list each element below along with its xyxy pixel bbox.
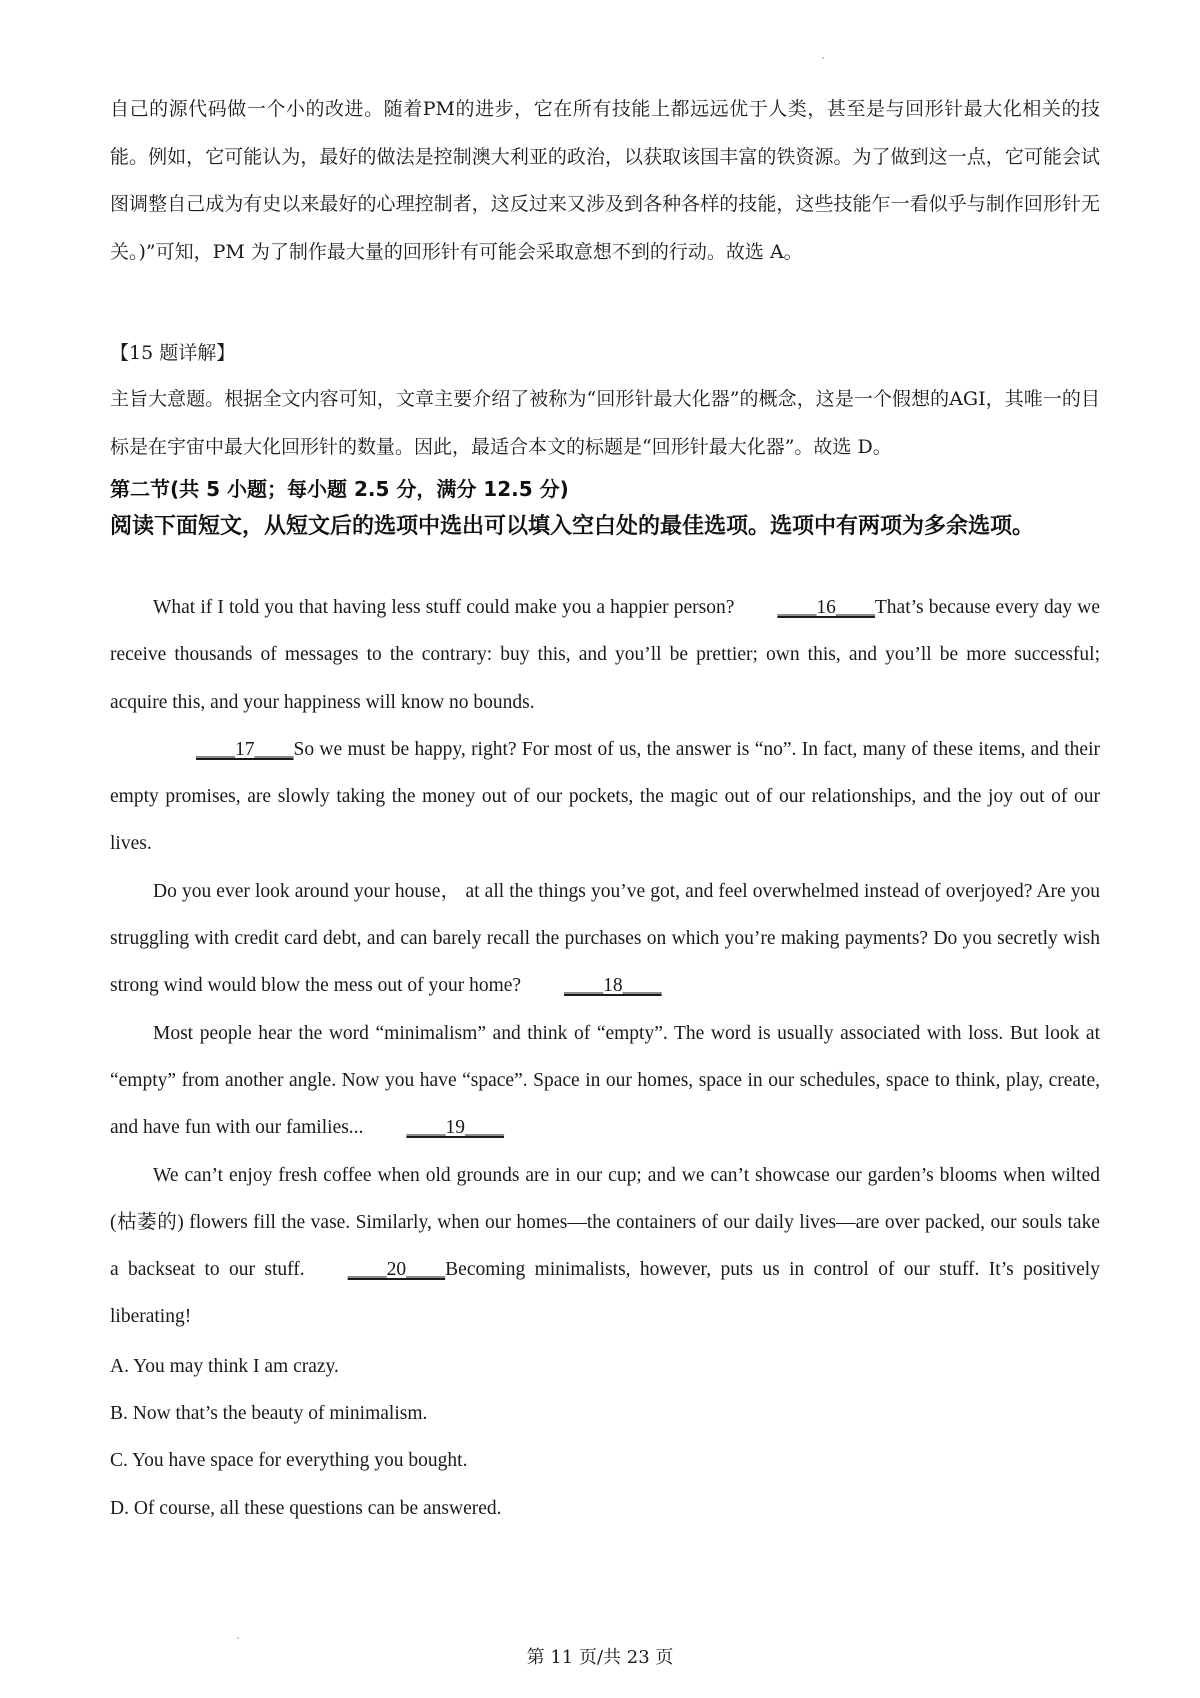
- option-c: C. You have space for everything you bought.: [110, 1450, 468, 1471]
- option-d: D. Of course, all these questions can be answered.: [110, 1498, 502, 1519]
- page-number: 第 11 页/共 23 页: [526, 1647, 674, 1668]
- blank-17: ____17____: [196, 738, 294, 760]
- q15-explanation: 主旨大意题。根据全文内容可知，文章主要介绍了被称为“回形针最大化器”的概念，这是一个假想的AGI，其唯一的目标是在宇宙中最大化回形针的数量。因此，最适合本文的标题是“回形针最大化器”。故选 D。: [110, 388, 1100, 458]
- section-instruction: 阅读下面短文，从短文后的选项中选出可以填入空白处的最佳选项。选项中有两项为多余选项。: [110, 514, 1035, 539]
- q15-heading: 【15 题详解】: [110, 342, 236, 364]
- blank-20: ____20____: [347, 1259, 446, 1281]
- previous-explanation: 自己的源代码做一个小的改进。随着PM的进步，它在所有技能上都远远优于人类，甚至是与回形针最大化相关的技能。例如，它可能认为，最好的做法是控制澳大利亚的政治，以获取该国丰富的铁资源。为了做到这一点，它可能会试图调整自己成为有史以来最好的心理控制者，这反过来又涉及到各种各样的技能，这些技能乍一看似乎与制作回形针无关。)”可知，PM 为了制作最大量的回形针有可能会采取意想不到的行动。故选 A。: [110, 98, 1100, 263]
- blank-19: ____19____: [406, 1117, 504, 1139]
- paragraph-3: Do you ever look around your house， at all the things you’ve got, and feel overwhelmed instead of overjoyed? Are you struggling with credit card debt, and can barely recall the purchases on which you’re making payments? Do you secretly wish strong wind would blow the mess out of your home? ____18____: [110, 868, 1100, 1010]
- option-a: A. You may think I am crazy.: [110, 1356, 339, 1377]
- scan-speck: [822, 57, 824, 59]
- paragraph-4: Most people hear the word “minimalism” and think of “empty”. The word is usually associated with loss. But look at “empty” from another angle. Now you have “space”. Space in our homes, space in our schedules, space to think, play, create, and have fun with our families... ____19____: [110, 1010, 1100, 1152]
- paragraph-2: ____17____So we must be happy, right? For most of us, the answer is “no”. In fact, many of these items, and their empty promises, are slowly taking the money out of our pockets, the magic out of our relationships, and the joy out of our lives.: [110, 726, 1100, 868]
- section-title: 第二节(共 5 小题；每小题 2.5 分，满分 12.5 分): [110, 477, 569, 501]
- paragraph-1: What if I told you that having less stuff could make you a happier person? ____16____That’s because every day we receive thousands of messages to the contrary: buy this, and you’ll be prettier; own this, and you’ll be more successful; acquire this, and your happiness will know no bounds.: [110, 584, 1100, 726]
- blank-16: ____16____: [777, 597, 875, 618]
- blank-18: ____18____: [564, 975, 662, 997]
- paragraph-5: We can’t enjoy fresh coffee when old grounds are in our cup; and we can’t showcase our garden’s blooms when wilted (枯萎的) flowers fill the vase. Similarly, when our homes—the containers of our daily lives—are over packed, our souls take a backseat to our stuff. ____20____Becoming minimalists, however, puts us in control of our stuff. It’s positively liberating!: [110, 1164, 1100, 1328]
- reading-passage: [110, 584, 1100, 1341]
- option-b: B. Now that’s the beauty of minimalism.: [110, 1403, 428, 1424]
- scan-speck: [237, 1637, 239, 1639]
